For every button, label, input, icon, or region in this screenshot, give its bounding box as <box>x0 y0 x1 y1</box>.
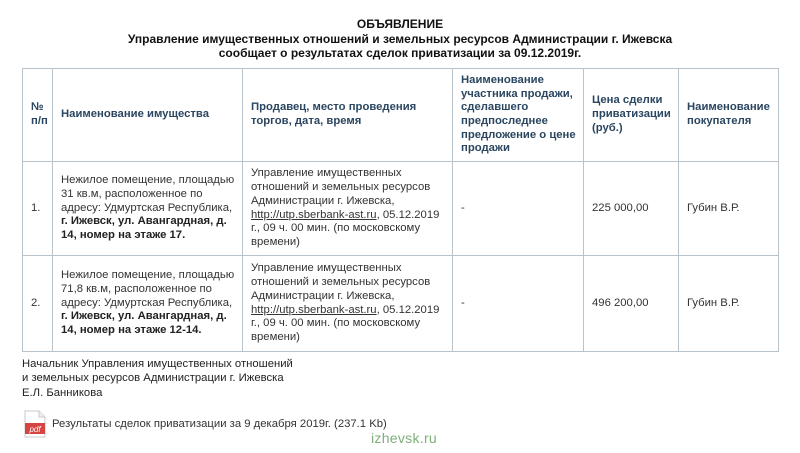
watermark: izhevsk.ru <box>371 430 438 446</box>
row-num: 1. <box>23 162 53 256</box>
privatization-results-table <box>22 68 779 352</box>
table-row <box>23 162 779 256</box>
announcement-heading <box>0 17 800 61</box>
row-seller <box>243 162 453 256</box>
row-buyer: Губин В.Р. <box>679 162 779 256</box>
row-buyer: Губин В.Р. <box>679 256 779 352</box>
attachment-link[interactable] <box>24 410 387 438</box>
signature-position: Начальник Управления имущественных отношений <box>22 358 293 370</box>
header-num: № п/п <box>23 69 53 162</box>
property-address: г. Ижевск, ул. Авангардная, д. 14, номер на этаже 17. <box>61 215 227 242</box>
heading-title: ОБЪЯВЛЕНИЕ <box>356 17 444 31</box>
header-participant: Наименование участника продажи, сделавшего предпоследнее предложение о цене продажи <box>453 69 584 162</box>
row-participant: - <box>453 256 584 352</box>
heading-department: Управление имущественных отношений и земельных ресурсов Администрации г. Ижевска <box>127 31 673 46</box>
seller-text: Управление имущественных отношений и земельных ресурсов Администрации г. Ижевска, <box>251 262 431 302</box>
header-seller: Продавец, место проведения торгов, дата, время <box>243 69 453 162</box>
row-property <box>53 162 243 256</box>
row-seller <box>243 256 453 352</box>
signature-name: Е.Л. Банникова <box>22 386 103 399</box>
property-address: г. Ижевск, ул. Авангардная, д. 14, номер на этаже 12-14. <box>61 310 227 337</box>
seller-text: Управление имущественных отношений и земельных ресурсов Администрации г. Ижевска, <box>251 167 431 207</box>
attachment-label[interactable]: Результаты сделок приватизации за 9 декабря 2019г. (237.1 Kb) <box>52 418 387 430</box>
seller-link[interactable]: http://utp.sberbank-ast.ru <box>251 208 377 221</box>
signature-block <box>22 357 293 400</box>
property-text: Нежилое помещение, площадью 31 кв.м, расположенное по адресу: Удмуртская Республика, <box>61 174 235 214</box>
property-text: Нежилое помещение, площадью 71,8 кв.м, расположенное по адресу: Удмуртская Республика, <box>61 269 235 309</box>
signature-department: и земельных ресурсов Администрации г. Ижевска <box>22 372 284 385</box>
pdf-icon-label: pdf <box>29 425 41 434</box>
table-row <box>23 256 779 352</box>
header-price: Цена сделки приватизации (руб.) <box>584 69 679 162</box>
seller-date: , 05.12.2019 г., 09 ч. 00 мин. (по московскому времени) <box>251 303 440 343</box>
row-price: 496 200,00 <box>584 256 679 352</box>
header-buyer: Наименование покупателя <box>679 69 779 162</box>
seller-date: , 05.12.2019 г., 09 ч. 00 мин. (по московскому времени) <box>251 208 440 248</box>
row-price: 225 000,00 <box>584 162 679 256</box>
seller-link[interactable]: http://utp.sberbank-ast.ru <box>251 303 377 316</box>
header-property: Наименование имущества <box>53 69 243 162</box>
table-header-row <box>23 69 779 162</box>
row-num: 2. <box>23 256 53 352</box>
pdf-file-icon[interactable] <box>24 410 46 438</box>
row-participant: - <box>453 162 584 256</box>
heading-subtitle: сообщает о результатах сделок приватизации за 09.12.2019г. <box>218 46 582 60</box>
row-property <box>53 256 243 352</box>
